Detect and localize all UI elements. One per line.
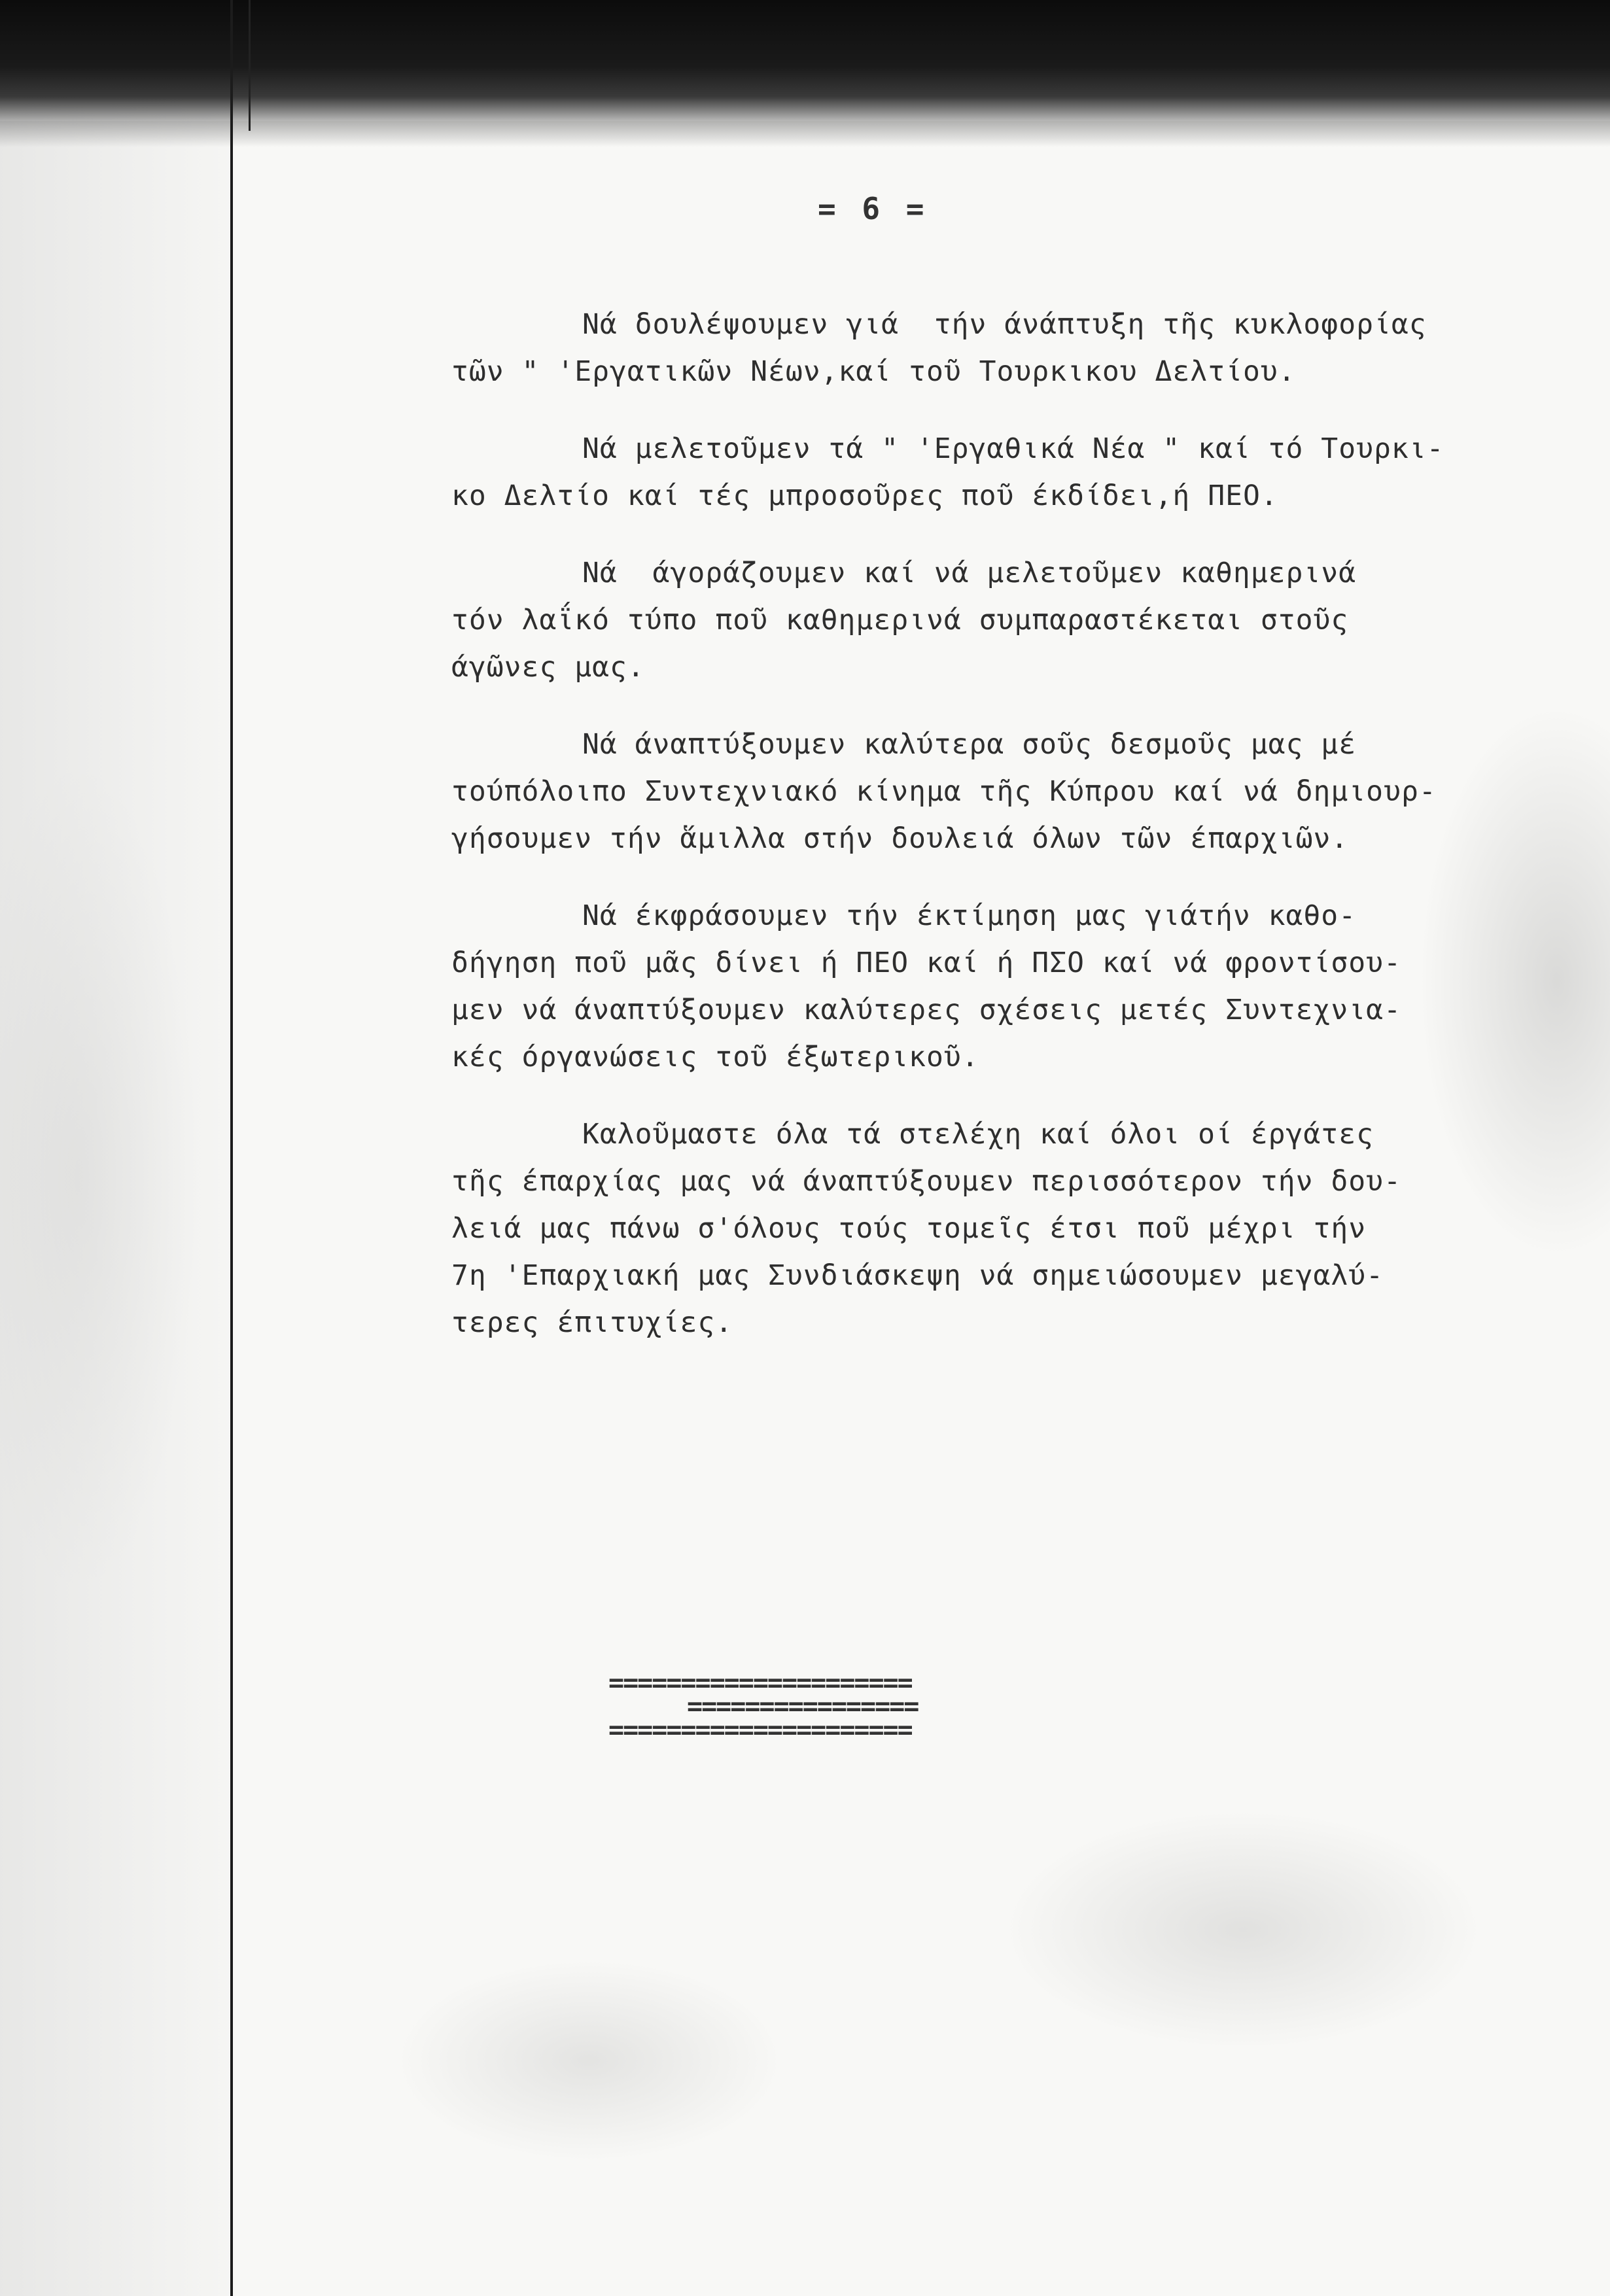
paragraph-4: [451, 721, 1596, 862]
text-line: τόν λαΐκό τύπο ποῦ καθημερινά συμπαραστέκεται στοῦς: [451, 604, 1349, 636]
text-line: Νά μελετοῦμεν τά " 'Εργαθικά Νέα " καί τό Τουρκι-: [582, 432, 1444, 465]
separator-rule: [608, 1668, 1066, 1745]
text-line: άγῶνες μας.: [451, 651, 645, 684]
paragraph-5: [451, 892, 1596, 1081]
scan-top-shadow: [0, 0, 1610, 121]
text-line: γήσουμεν τήν ἅμιλλα στήν δουλειά όλων τῶν έπαρχιῶν.: [451, 822, 1349, 855]
text-line: Νά δουλέψουμεν γιά τήν άνάπτυξη τῆς κυκλοφορίας: [582, 308, 1427, 341]
left-margin: [0, 0, 230, 2296]
text-line: τῶν " 'Εργατικῶν Νέων,καί τοῦ Τουρκικου Δελτίου.: [451, 355, 1296, 388]
text-line: 7η 'Επαρχιακή μας Συνδιάσκεψη νά σημειώσουμεν μεγαλύ-: [451, 1259, 1384, 1292]
paragraph-1: [451, 301, 1596, 395]
text-line: κές όργανώσεις τοῦ έξωτερικοῦ.: [451, 1041, 979, 1073]
text-line: λειά μας πάνω σ'όλους τούς τομεῖς έτσι ποῦ μέχρι τήν: [451, 1212, 1367, 1245]
separator-line: ================: [687, 1692, 919, 1722]
text-line: Νά άγοράζουμεν καί νά μελετοῦμεν καθημερινά: [582, 557, 1357, 589]
document-body: [451, 301, 1596, 1376]
paragraph-6: [451, 1111, 1596, 1346]
binding-edge-line: [230, 0, 233, 2296]
text-line: τῆς έπαρχίας μας νά άναπτύξουμεν περισσότερον τήν δου-: [451, 1165, 1401, 1198]
paragraph-2: [451, 425, 1596, 519]
paragraph-3: [451, 549, 1596, 691]
text-line: κο Δελτίο καί τές μπροσοῦρες ποῦ έκδίδει,ή ΠΕΟ.: [451, 479, 1278, 512]
page-number: = 6 =: [818, 191, 928, 226]
separator-line: =====================: [608, 1715, 912, 1745]
text-line: Νά έκφράσουμεν τήν έκτίμηση μας γιάτήν καθο-: [582, 899, 1357, 932]
separator-line: =====================: [608, 1668, 912, 1698]
binding-edge-mark: [249, 0, 251, 131]
text-line: τερες έπιτυχίες.: [451, 1306, 733, 1339]
text-line: Νά άναπτύξουμεν καλύτερα σοῦς δεσμοῦς μας μέ: [582, 728, 1357, 761]
text-line: τούπόλοιπο Συντεχνιακό κίνημα τῆς Κύπρου καί νά δημιουρ-: [451, 775, 1437, 808]
text-line: Καλοῦμαστε όλα τά στελέχη καί όλοι οί έργάτες: [582, 1118, 1374, 1151]
text-line: δήγηση ποῦ μᾶς δίνει ή ΠΕΟ καί ή ΠΣΟ καί νά φροντίσου-: [451, 947, 1401, 979]
text-line: μεν νά άναπτύξουμεν καλύτερες σχέσεις μετές Συντεχνια-: [451, 994, 1401, 1026]
